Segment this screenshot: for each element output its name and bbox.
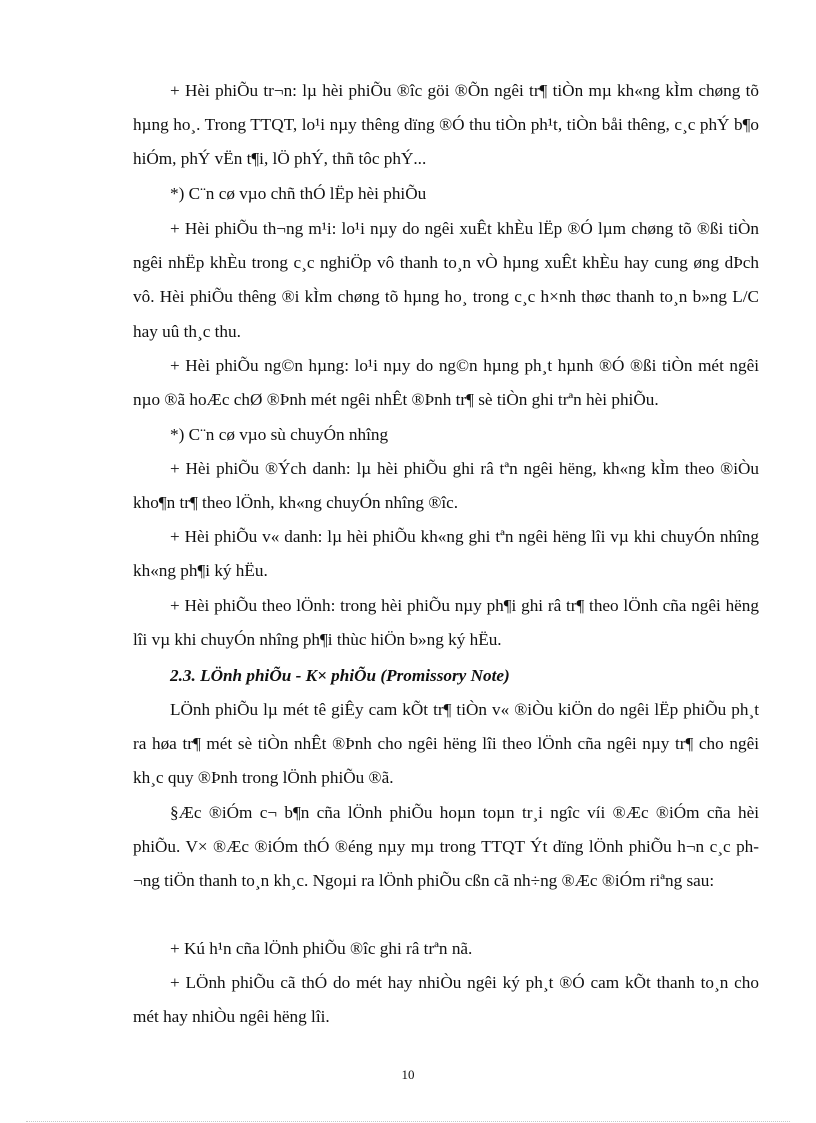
paragraph-bank-bill: + Hèi phiÕu ng©n hµng: lo¹i nµy do ng©n hµng ph¸t hµnh ®Ó ®ßi tiÒn mét ngêi nµo ®ã hoÆc chØ ®Þnh mét ngêi nhÊt ®Þnh tr¶ sè tiÒn ghi trªn hèi phiÕu. bbox=[133, 356, 759, 410]
page-number: 10 bbox=[401, 1067, 415, 1082]
paragraph-order-bill: + Hèi phiÕu theo lÖnh: trong hèi phiÕu nµy ph¶i ghi râ tr¶ theo lÖnh cña ngêi hëng lîi vµ khi chuyÓn nhîng ph¶i thùc hiÖn b»ng ký hËu. bbox=[133, 596, 759, 650]
paragraph-blank-bill: + Hèi phiÕu tr¬n: lµ hèi phiÕu ®îc göi ®Õn ngêi tr¶ tiÒn mµ kh«ng kÌm chøng tõ hµng ho¸. Trong TTQT, lo¹i nµy thêng dïng ®Ó thu tiÒn ph¹t, tiÒn båi thêng, c¸c phÝ b¶o hiÓm, phÝ vËn t¶i, lÖ phÝ, thñ tôc phÝ... bbox=[133, 81, 759, 169]
paragraph-promissory-features: §Æc ®iÓm c¬ b¶n cña lÖnh phiÕu hoµn toµn tr¸i ngîc víi ®Æc ®iÓm cña hèi phiÕu. V× ®Æc ®iÓm thÓ ®éng nµy mµ trong TTQT Ýt dïng lÖnh phiÕu h¬n c¸c ph¬ng tiÖn thanh to¸n kh¸c. Ngoµi ra lÖnh phiÕu cßn cã nh÷ng ®Æc ®iÓm riªng sau: bbox=[133, 803, 759, 891]
paragraph-basis-transfer: *) C¨n cø vµo sù chuyÓn nhîng bbox=[170, 425, 389, 444]
paragraph-named-bill: + Hèi phiÕu ®Ých danh: lµ hèi phiÕu ghi râ tªn ngêi hëng, kh«ng kÌm theo ®iÒu kho¶n tr¶ theo lÖnh, kh«ng chuyÓn nhîng ®îc. bbox=[133, 459, 759, 513]
paragraph-term: + Kú h¹n cña lÖnh phiÕu ®îc ghi râ trªn nã. bbox=[170, 939, 473, 958]
paragraph-signers: + LÖnh phiÕu cã thÓ do mét hay nhiÒu ngêi ký ph¸t ®Ó cam kÕt thanh to¸n cho mét hay nhiÒu ngêi hëng lîi. bbox=[133, 973, 759, 1027]
paragraph-trade-bill: + Hèi phiÕu th¬ng m¹i: lo¹i nµy do ngêi xuÊt khÈu lËp ®Ó lµm chøng tõ ®ßi tiÒn ngêi nhËp khÈu trong c¸c nghiÖp vô thanh to¸n vÒ hµng xuÊt khÈu hay cung øng dÞch vô. Hèi phiÕu thêng ®i kÌm chøng tõ hµng ho¸ trong c¸c h×nh thøc thanh to¸n b»ng L/C hay uû th¸c thu. bbox=[133, 219, 759, 341]
footer-divider bbox=[26, 1121, 790, 1122]
paragraph-bearer-bill: + Hèi phiÕu v« danh: lµ hèi phiÕu kh«ng ghi tªn ngêi hëng lîi vµ khi chuyÓn nhîng kh«ng ph¶i ký hËu. bbox=[133, 527, 759, 581]
paragraph-promissory-definition: LÖnh phiÕu lµ mét tê giÊy cam kÕt tr¶ tiÒn v« ®iÒu kiÖn do ngêi lËp phiÕu ph¸t ra høa tr¶ mét sè tiÒn nhÊt ®Þnh cho ngêi hëng lîi theo lÖnh cña ngêi nµy tr¶ cho ngêi kh¸c quy ®Þnh trong lÖnh phiÕu ®ã. bbox=[133, 700, 759, 788]
paragraph-basis-drawer: *) C¨n cø vµo chñ thÓ lËp hèi phiÕu bbox=[170, 184, 427, 203]
section-heading: 2.3. LÖnh phiÕu - K× phiÕu (Promissory Note) bbox=[170, 666, 510, 685]
